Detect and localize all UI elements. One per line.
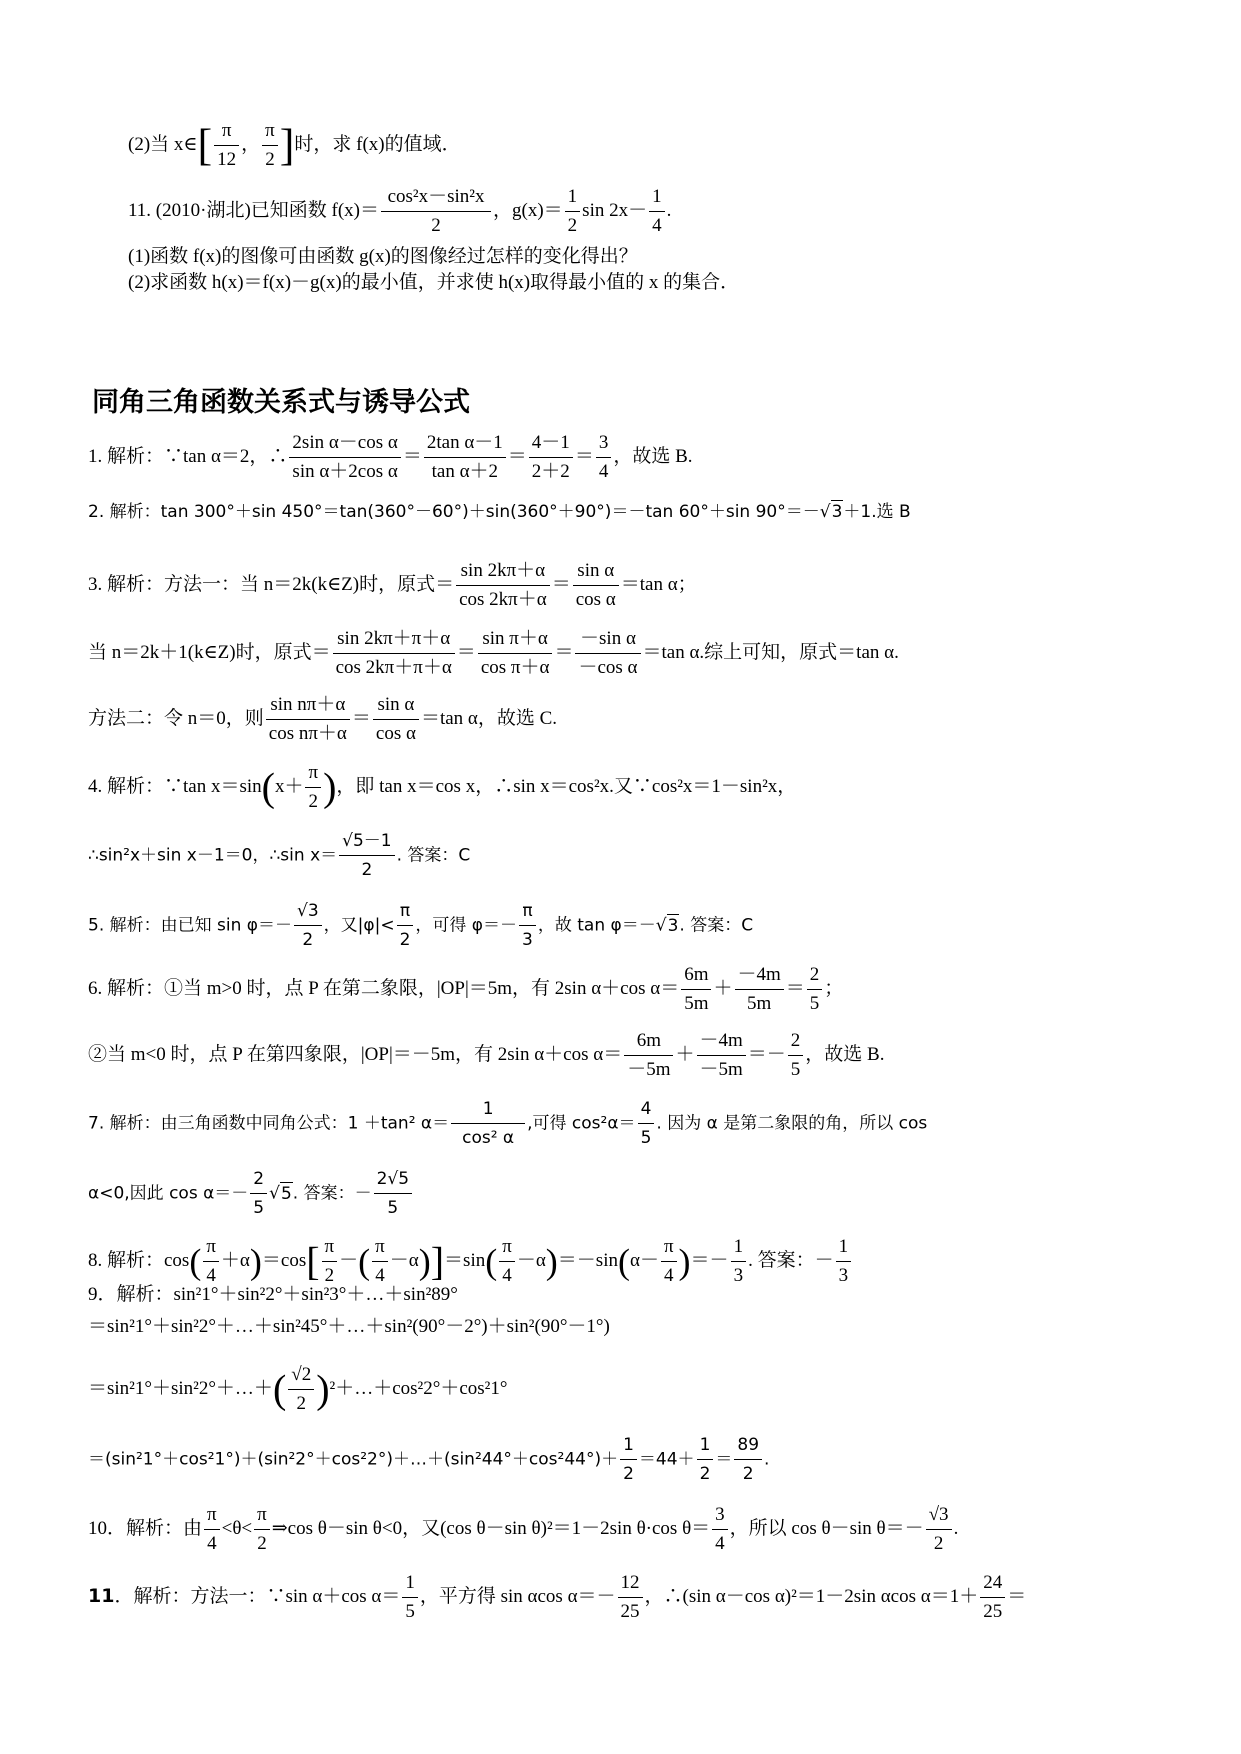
- fraction: $\frac{1}{\text{cos² α}}$: [451, 1098, 525, 1149]
- fraction: $\frac{2}{5}$: [807, 964, 823, 1015]
- answer-3-method2: 方法二：令 n＝0，则 $\frac{\text{sin nπ＋α}}{\text{cos nπ＋α}}$ ＝ $\frac{\text{sin α}}{\text{cos α}}$ ＝tan α，故选 C.: [88, 694, 558, 744]
- q10-part2: (2)当 x∈[ $\frac{\pi}{12}$ ， $\frac{\pi}{2}$ ]时，求 f(x)的值域．: [128, 120, 461, 170]
- right-bracket: ]: [279, 120, 295, 170]
- answer-4: 4. 解析：∵tan x＝sin(x＋ $\frac{\pi}{2}$ )，即 tan x＝cos x，∴sin x＝cos²x.又∵cos²x＝1－sin²x，: [88, 762, 797, 812]
- fraction: $\frac{\text{sin nπ＋α}}{\text{cos nπ＋α}}$: [266, 694, 350, 745]
- fraction: $\frac{89}{2}$: [734, 1434, 762, 1485]
- answer-9-step4: ＝(sin²1°＋cos²1°)＋(sin²2°＋cos²2°)＋…＋(sin²44°＋cos²44°)＋ $\frac{1}{2}$ ＝44＋ $\frac{1}{2}$ ＝ $\frac{89}{2}$ .: [88, 1435, 770, 1484]
- fraction: $\frac{4}{5}$: [638, 1098, 655, 1149]
- sqrt-symbol: √: [819, 502, 831, 522]
- fraction: $\frac{\text{－sin α}}{\text{－cos α}}$: [575, 628, 640, 679]
- fraction: $\frac{6m}{-5m}$: [624, 1030, 673, 1081]
- fraction: $\frac{24}{25}$: [980, 1572, 1005, 1623]
- fraction: $\frac{\pi}{4}$: [372, 1236, 388, 1287]
- fraction: $\frac{2}{5}$: [788, 1030, 804, 1081]
- fraction: $\frac{1}{3}$: [731, 1236, 747, 1287]
- fraction: $\frac{√3}{2}$: [294, 900, 322, 951]
- fraction: $\frac{\pi}{2}$: [305, 762, 321, 813]
- fraction: $\frac{2√5}{5}$: [374, 1168, 412, 1219]
- fraction: $\frac{-4m}{5m}$: [735, 964, 784, 1015]
- fraction: $\frac{1}{2}$: [620, 1434, 637, 1485]
- fraction: $\frac{√3}{2}$: [926, 1504, 952, 1555]
- fraction: $\frac{\text{sin α}}{\text{cos α}}$: [573, 560, 619, 611]
- fraction: $\frac{\pi}{2}$: [254, 1504, 270, 1555]
- answer-7: 7. 解析：由三角函数中同角公式：1 ＋tan² α＝ $\frac{1}{\text{cos² α}}$ ,可得 cos²α＝ $\frac{4}{5}$ . 因为 α 是第二象限的角，所以 cos: [88, 1099, 928, 1148]
- fraction: $\frac{\pi}{12}$: [214, 120, 239, 171]
- fraction: $\frac{\text{2sin α－cos α}}{\text{sin α＋2cos α}}$: [289, 432, 400, 483]
- answer-9-step3: ＝sin²1°＋sin²2°＋…＋( $\frac{√2}{2}$ )²＋…＋cos²2°＋cos²1°: [88, 1364, 508, 1414]
- fraction: $\frac{\text{2tan α－1}}{\text{tan α＋2}}$: [424, 432, 506, 483]
- answer-11: 11．解析：方法一：∵sin α＋cos α＝ $\frac{1}{5}$ ，平方得 sin αcos α＝－ $\frac{12}{25}$ ，∴(sin α－cos α)²＝1－2sin αcos α＝1＋ $\frac{24}{25}$ ＝: [88, 1572, 1027, 1622]
- fraction: $\frac{1}{5}$: [402, 1572, 418, 1623]
- answer-1: 1. 解析：∵tan α＝2，∴ $\frac{\text{2sin α－cos α}}{\text{sin α＋2cos α}}$ ＝ $\frac{\text{2tan α－1}}{\text{tan α＋2}}$ ＝ $\frac{4-1}{2+2}$ ＝ $\frac{3}{4}$ ，故选 B.: [88, 432, 693, 482]
- q11-part1: (1)函数 f(x)的图像可由函数 g(x)的图像经过怎样的变化得出？: [128, 246, 638, 267]
- answer-3: 3. 解析：方法一：当 n＝2k(k∈Z)时，原式＝ $\frac{\sin 2k\pi+\alpha}{\cos 2k\pi+\alpha}$ ＝ $\frac{\text{sin α}}{\text{cos α}}$ ＝tan α；: [88, 560, 697, 610]
- sqrt-symbol: √: [655, 915, 667, 936]
- answer-4-cont: ∴sin²x＋sin x－1＝0，∴sin x＝ $\frac{√5-1}{2}$ . 答案：C: [88, 831, 471, 880]
- fraction: $\frac{3}{4}$: [712, 1504, 728, 1555]
- q11-part2: (2)求函数 h(x)＝f(x)－g(x)的最小值，并求使 h(x)取得最小值的 x 的集合．: [128, 272, 740, 293]
- answer-9: 9．解析：sin²1°＋sin²2°＋sin²3°＋…＋sin²89°: [88, 1284, 458, 1305]
- answer-10: 10．解析：由 $\frac{\pi}{4}$ <θ< $\frac{\pi}{2}$ ⇒cos θ－sin θ<0，又(cos θ－sin θ)²＝1－2sin θ·cos θ＝ $\frac{3}{4}$ ，所以 cos θ－sin θ＝－ $\frac{√3}{2}$ .: [88, 1504, 959, 1554]
- fraction: $\frac{√2}{2}$: [288, 1364, 314, 1415]
- answer-5: 5. 解析：由已知 sin φ＝－ $\frac{√3}{2}$ ，又|φ|< $\frac{\pi}{2}$ ，可得 φ＝－ $\frac{\pi}{3}$ ，故 tan φ＝－√3. 答案：C: [88, 901, 754, 950]
- fraction: $\frac{\text{cos²x－sin²x}}{2}$: [381, 186, 491, 237]
- fraction: $\frac{\pi}{4}$: [661, 1236, 677, 1287]
- fraction: $\frac{\pi}{2}$: [262, 120, 278, 171]
- fraction: $\frac{4-1}{2+2}$: [529, 432, 573, 483]
- fraction: $\frac{\sin 2k\pi+\alpha}{\cos 2k\pi+\alpha}$: [456, 560, 550, 611]
- sqrt-symbol: √: [269, 1183, 280, 1204]
- left-bracket: [: [197, 120, 213, 170]
- answer-6: 6. 解析：①当 m>0 时，点 P 在第二象限，|OP|＝5m，有 2sin α＋cos α＝ $\frac{6m}{5m}$ ＋ $\frac{-4m}{5m}$ ＝ $\frac{2}{5}$ ；: [88, 964, 844, 1014]
- fraction: $\frac{-4m}{-5m}$: [697, 1030, 746, 1081]
- fraction: $\frac{\pi}{4}$: [499, 1236, 515, 1287]
- fraction: $\frac{2}{5}$: [250, 1168, 267, 1219]
- fraction: $\frac{6m}{5m}$: [681, 964, 711, 1015]
- answer-7-cont: α<0,因此 cos α＝－ $\frac{2}{5}$ √5. 答案：－ $\frac{2√5}{5}$: [88, 1168, 414, 1219]
- fraction: $\frac{\pi}{3}$: [519, 900, 536, 951]
- fraction: $\frac{1}{3}$: [836, 1236, 852, 1287]
- answer-6-case2: ②当 m<0 时，点 P 在第四象限，|OP|＝－5m，有 2sin α＋cos α＝ $\frac{6m}{-5m}$ ＋ $\frac{-4m}{-5m}$ ＝－ $\frac{2}{5}$ ，故选 B.: [88, 1030, 885, 1080]
- answer-9-step2: ＝sin²1°＋sin²2°＋…＋sin²45°＋…＋sin²(90°－2°)＋sin²(90°－1°): [88, 1316, 610, 1337]
- fraction: $\frac{√5-1}{2}$: [339, 830, 394, 881]
- fraction: $\frac{1}{2}$: [565, 186, 581, 237]
- fraction: $\frac{3}{4}$: [596, 432, 612, 483]
- fraction: $\frac{\text{sin α}}{\text{cos α}}$: [373, 694, 419, 745]
- fraction: $\frac{\sin 2k\pi+\pi+\alpha}{\cos 2k\pi+\pi+\alpha}$: [333, 628, 455, 679]
- fraction: $\frac{1}{4}$: [649, 186, 665, 237]
- answer-3-case2: 当 n＝2k＋1(k∈Z)时，原式＝ $\frac{\sin 2k\pi+\pi+\alpha}{\cos 2k\pi+\pi+\alpha}$ ＝ $\frac{\text{sin π＋α}}{\text{cos π＋α}}$ ＝ $\frac{\text{－sin α}}{\text{－cos α}}$ ＝tan α.综上可知，原式＝tan α.: [88, 628, 899, 678]
- fraction: $\frac{\pi}{4}$: [204, 1504, 220, 1555]
- fraction: $\frac{1}{2}$: [697, 1434, 714, 1485]
- answer-8: 8. 解析：cos( $\frac{\pi}{4}$ ＋α)＝cos[ $\frac{\pi}{2}$ －( $\frac{\pi}{4}$ －α)]＝sin( $\frac{\pi}{4}$ －α)＝－sin(α－ $\frac{\pi}{4}$ )＝－ $\frac{1}{3}$ . 答案：－ $\frac{1}{3}$: [88, 1236, 853, 1287]
- fraction: $\frac{\text{sin π＋α}}{\text{cos π＋α}}$: [478, 628, 553, 679]
- section-title: 同角三角函数关系式与诱导公式: [92, 387, 470, 418]
- fraction: $\frac{\pi}{2}$: [397, 900, 414, 951]
- fraction: $\frac{12}{25}$: [618, 1572, 643, 1623]
- fraction: $\frac{\pi}{4}$: [203, 1236, 219, 1287]
- answer-2: 2. 解析：tan 300°＋sin 450°＝tan(360°－60°)＋sin(360°＋90°)＝－tan 60°＋sin 90°＝－√3＋1.选 B: [88, 502, 911, 522]
- fraction: $\frac{\pi}{2}$: [322, 1236, 338, 1287]
- q11: 11. (2010·湖北)已知函数 f(x)＝ $\frac{\text{cos²x－sin²x}}{2}$ ，g(x)＝ $\frac{1}{2}$ sin 2x－ $\frac{1}{4}$ .: [128, 186, 672, 236]
